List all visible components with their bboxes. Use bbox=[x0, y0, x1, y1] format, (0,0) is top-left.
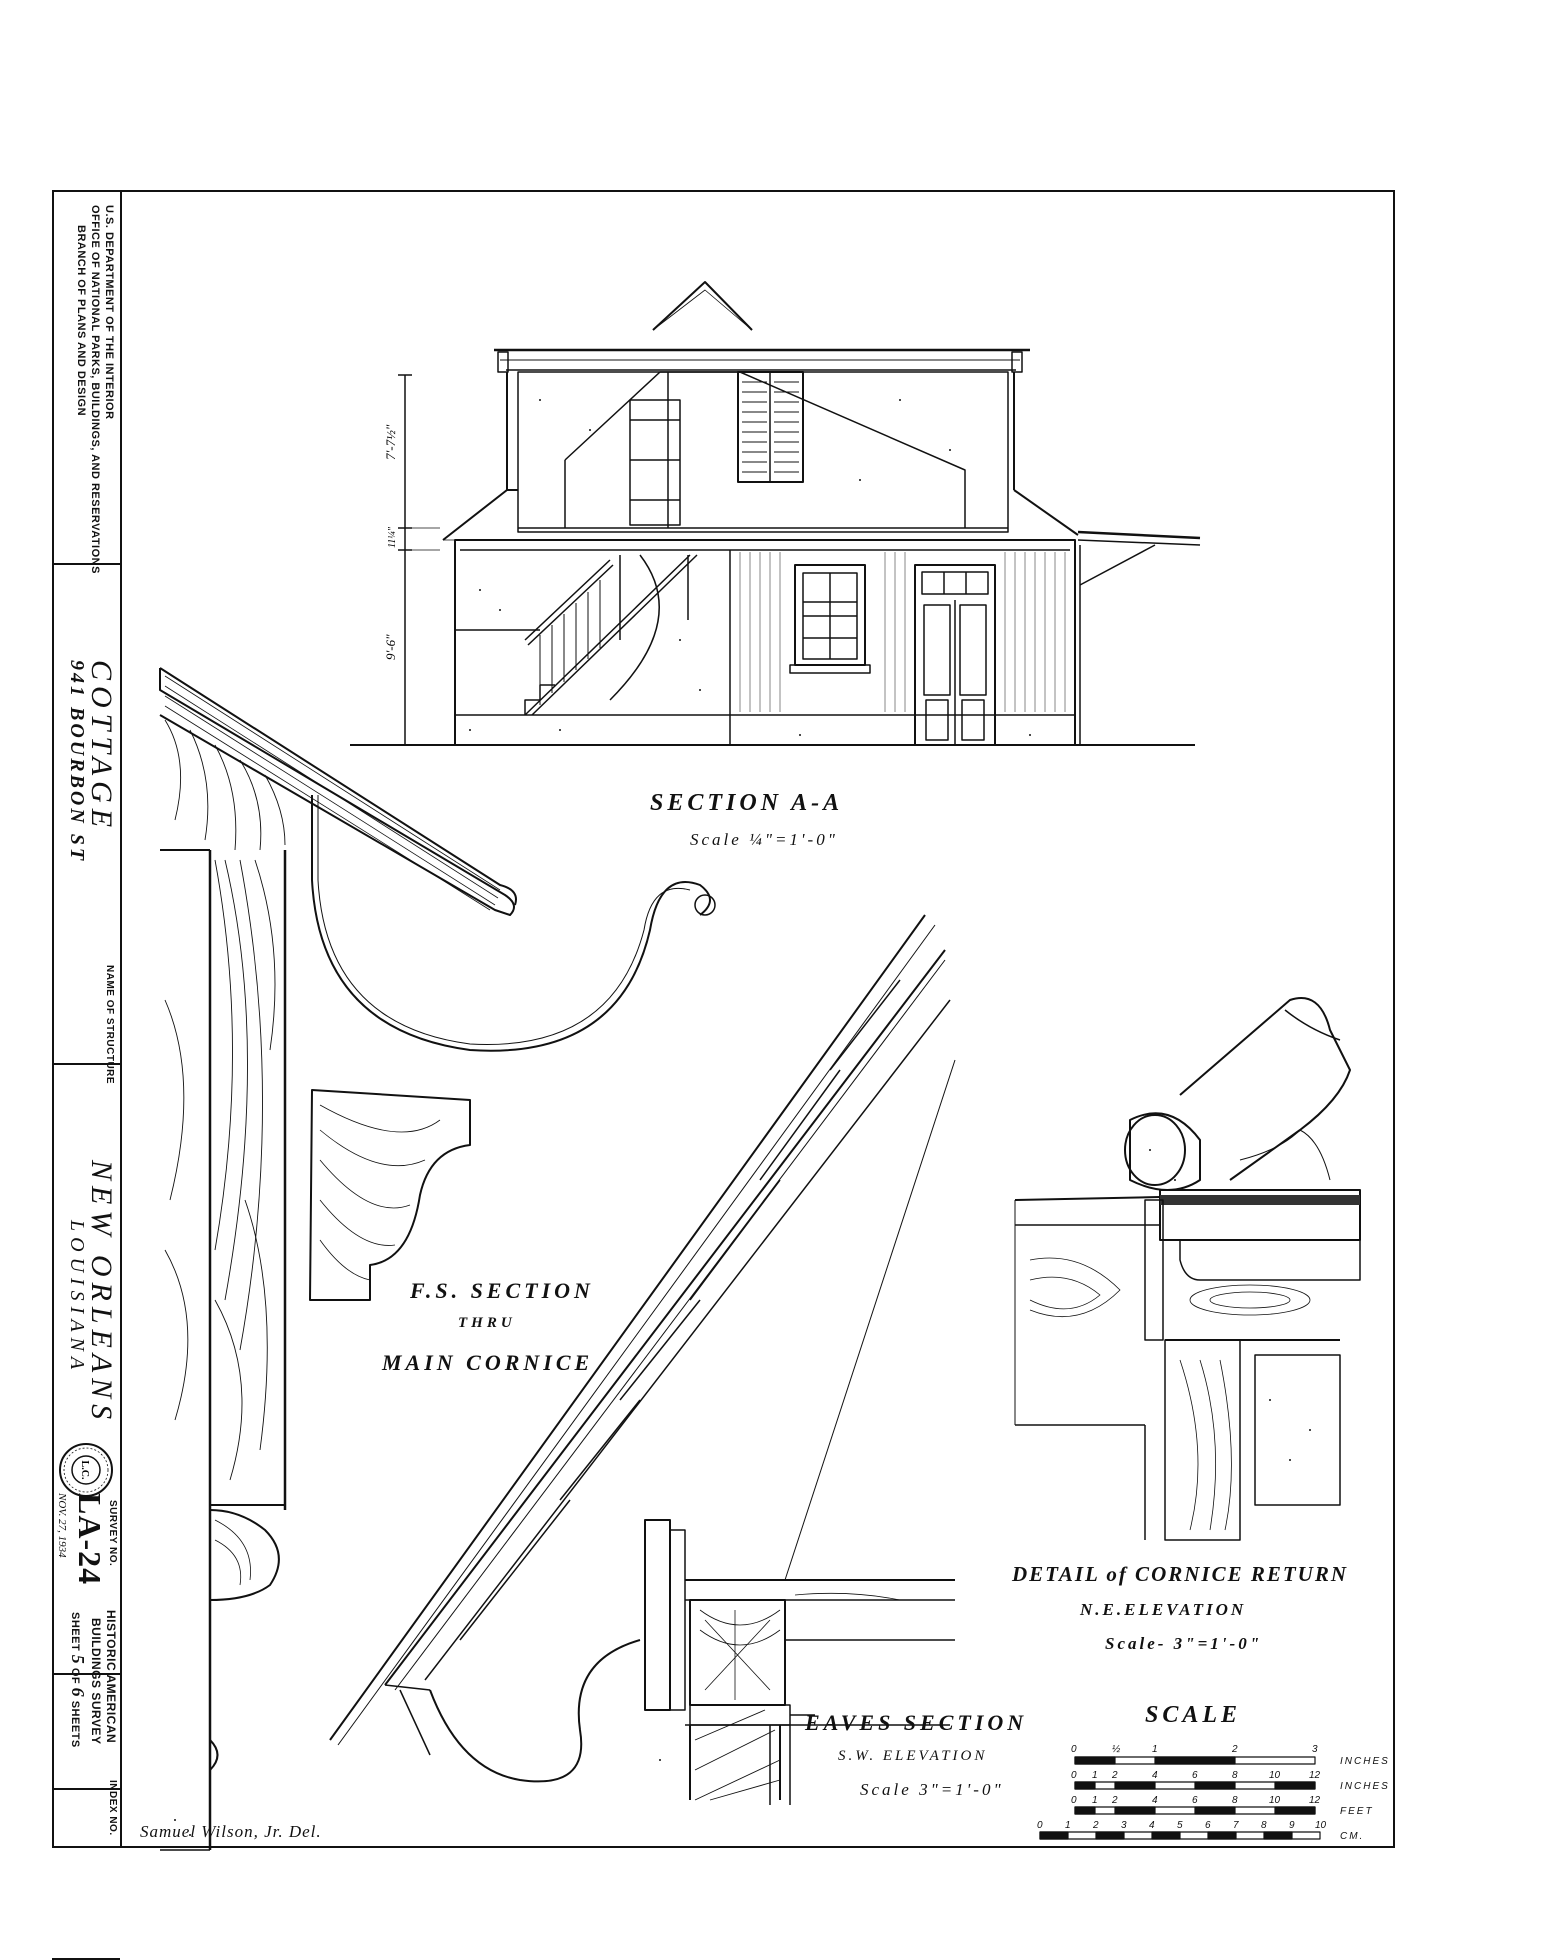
survey-date: NOV. 27, 1934 bbox=[56, 1493, 68, 1558]
scale-r3-t3: 4 bbox=[1152, 1795, 1158, 1806]
scale-r4-unit: CM. bbox=[1340, 1831, 1365, 1842]
fs-section-line1: F.S. SECTION bbox=[410, 1278, 594, 1303]
scale-r3-unit: FEET bbox=[1340, 1806, 1374, 1817]
scale-r3-t0: 0 bbox=[1071, 1795, 1077, 1806]
scale-title: SCALE bbox=[1145, 1702, 1242, 1728]
cornice-return-elevation: N.E.ELEVATION bbox=[1080, 1600, 1247, 1619]
scale-r2-unit: INCHES bbox=[1340, 1781, 1390, 1792]
scale-r4-t5: 5 bbox=[1177, 1820, 1183, 1831]
cornice-return-title: DETAIL of CORNICE RETURN bbox=[1012, 1562, 1349, 1586]
section-aa-title: SECTION A-A bbox=[650, 790, 844, 816]
dim-upper: 7'-7½" bbox=[383, 424, 398, 460]
name-of-structure-label: NAME OF STRUCTURE bbox=[104, 965, 115, 1085]
dim-lower: 9'-6" bbox=[383, 634, 398, 660]
eaves-section-scale: Scale 3"=1'-0" bbox=[860, 1780, 1004, 1799]
scale-r4-t8: 8 bbox=[1261, 1820, 1267, 1831]
scale-r3-t2: 2 bbox=[1112, 1795, 1118, 1806]
scale-r3-t1: 1 bbox=[1092, 1795, 1098, 1806]
scale-r4-t2: 2 bbox=[1093, 1820, 1099, 1831]
scale-r4-t0: 0 bbox=[1037, 1820, 1043, 1831]
scale-r4-t4: 4 bbox=[1149, 1820, 1155, 1831]
survey-no-label: SURVEY NO. bbox=[107, 1500, 118, 1567]
scale-r1-t4: 3 bbox=[1312, 1744, 1318, 1755]
habs-line2: BUILDINGS SURVEY bbox=[89, 1618, 103, 1745]
cornice-return-drawing bbox=[1015, 998, 1360, 1540]
agency-line1: U.S. DEPARTMENT OF THE INTERIOR bbox=[103, 205, 115, 420]
sheet-of: OF bbox=[69, 1667, 81, 1685]
survey-number: LA-24 bbox=[72, 1493, 108, 1586]
dim-mid: 11¼" bbox=[387, 527, 398, 548]
scale-r1-t2: 1 bbox=[1152, 1744, 1158, 1755]
fs-section-line3: MAIN CORNICE bbox=[382, 1350, 594, 1375]
scale-r4-t7: 7 bbox=[1233, 1820, 1239, 1831]
habs-line1: HISTORIC AMERICAN bbox=[104, 1610, 118, 1744]
scale-r2-t4: 6 bbox=[1192, 1770, 1198, 1781]
sheet-label: SHEET bbox=[69, 1612, 81, 1652]
scale-r3-t7: 12 bbox=[1309, 1795, 1321, 1806]
scale-r4-t1: 1 bbox=[1065, 1820, 1071, 1831]
scale-r2-t1: 1 bbox=[1092, 1770, 1098, 1781]
structure-name: COTTAGE bbox=[85, 660, 118, 834]
fs-section-line2: THRU bbox=[458, 1315, 516, 1331]
scale-r1-unit: INCHES bbox=[1340, 1756, 1390, 1767]
agency-line2: OFFICE OF NATIONAL PARKS, BUILDINGS, AND RESERVATIONS bbox=[89, 205, 101, 574]
section-aa-drawing bbox=[350, 282, 1200, 745]
scale-r3-t4: 6 bbox=[1192, 1795, 1198, 1806]
structure-address: 941 BOURBON ST bbox=[66, 660, 88, 864]
sheet-total: 6 bbox=[68, 1687, 88, 1698]
scale-r1-t0: 0 bbox=[1071, 1744, 1077, 1755]
section-aa-scale: Scale ¼"=1'-0" bbox=[690, 830, 838, 849]
city-name: NEW ORLEANS bbox=[85, 1160, 118, 1426]
scale-r4-t6: 6 bbox=[1205, 1820, 1211, 1831]
agency-line3: BRANCH OF PLANS AND DESIGN bbox=[75, 225, 87, 417]
scale-r2-t7: 12 bbox=[1309, 1770, 1321, 1781]
scale-r3-t5: 8 bbox=[1232, 1795, 1238, 1806]
scale-r2-t6: 10 bbox=[1269, 1770, 1281, 1781]
state-name: LOUISIANA bbox=[66, 1220, 88, 1376]
scale-r2-t5: 8 bbox=[1232, 1770, 1238, 1781]
scale-r1-t1: ½ bbox=[1112, 1744, 1121, 1755]
eaves-section-title: EAVES SECTION bbox=[805, 1710, 1028, 1735]
scale-r4-t9: 9 bbox=[1289, 1820, 1295, 1831]
sheet-number: 5 bbox=[68, 1654, 88, 1665]
main-cornice-section-drawing bbox=[160, 668, 715, 1850]
seal-text: L.C. bbox=[79, 1460, 90, 1480]
scale-r4-t10: 10 bbox=[1315, 1820, 1327, 1831]
scale-r4-t3: 3 bbox=[1121, 1820, 1127, 1831]
scale-r3-t6: 10 bbox=[1269, 1795, 1281, 1806]
delineator-signature: Samuel Wilson, Jr. Del. bbox=[140, 1822, 322, 1841]
scale-r2-t0: 0 bbox=[1071, 1770, 1077, 1781]
scale-r2-t3: 4 bbox=[1152, 1770, 1158, 1781]
scale-r2-t2: 2 bbox=[1112, 1770, 1118, 1781]
sheets-label: SHEETS bbox=[69, 1700, 81, 1748]
index-no-label: INDEX NO. bbox=[107, 1780, 118, 1836]
scale-r1-t3: 2 bbox=[1232, 1744, 1238, 1755]
cornice-return-scale: Scale- 3"=1'-0" bbox=[1105, 1634, 1263, 1653]
eaves-section-elevation: S.W. ELEVATION bbox=[838, 1748, 988, 1764]
